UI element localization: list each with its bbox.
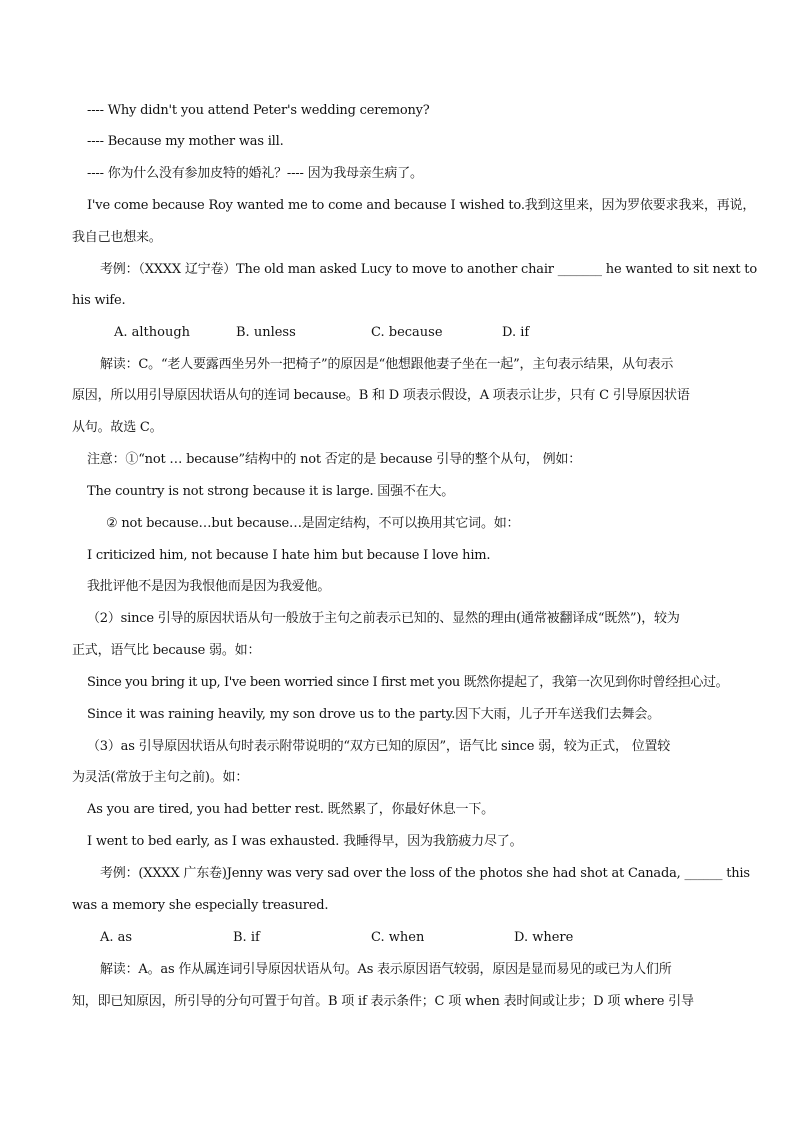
text-line: As you are tired, you had better rest. 既然累了，你最好休息一下。 [87,802,494,817]
note-line: ② not because…but because…是固定结构，不可以换用其它词。如： [106,516,520,531]
option-a: A. as [100,930,133,945]
option-c: C. because [371,325,443,340]
text-line: ---- Why didn't you attend Peter's wedding ceremony? [87,103,430,118]
text-line: was a memory she especially treasured. [72,898,329,913]
text-line: 我批评他不是因为我恨他而是因为我爱他。 [87,579,331,594]
option-b: B. unless [236,325,296,340]
text-line: The country is not strong because it is large. 国强不在大。 [87,484,455,499]
text-line: 我自己也想来。 [72,230,162,245]
text-line: Since you bring it up, I've been worried since I first met you 既然你提起了，我第一次见到你时曾经担心过。 [87,675,729,690]
option-c: C. when [371,930,425,945]
example-question: 考例：（XXXX 辽宁卷）The old man asked Lucy to move to another chair _______ he wanted to sit next to [100,262,757,277]
text-line: 知，即已知原因，所引导的分句可置于句首。B 项 if 表示条件；C 项 when 表时间或让步；D 项 where 引导 [72,994,694,1009]
text-line: ---- Because my mother was ill. [87,134,284,149]
answer-explanation: 解读：C。“老人要露西坐另外一把椅子”的原因是“他想跟他妻子坐在一起”，主句表示结果，从句表示 [100,357,674,372]
option-d: D. where [514,930,574,945]
section-heading: （3）as 引导原因状语从句时表示附带说明的“双方已知的原因”，语气比 since 弱，较为正式， 位置较 [87,739,671,754]
option-d: D. if [502,325,530,340]
text-line: 从句。故选 C。 [72,420,163,435]
text-line: 正式，语气比 because 弱。如： [72,643,261,658]
answer-explanation: 解读：A。as 作从属连词引导原因状语从句。As 表示原因语气较弱，原因是显而易见的或已为人们所 [100,962,672,977]
text-line: I criticized him, not because I hate him but because I love him. [87,548,491,563]
option-b: B. if [233,930,260,945]
section-heading: （2）since 引导的原因状语从句一般放于主句之前表示已知的、显然的理由(通常被翻译成“既然”)，较为 [87,611,680,626]
text-line: ---- 你为什么没有参加皮特的婚礼？---- 因为我母亲生病了。 [87,166,423,181]
note-line: 注意：①“not … because”结构中的 not 否定的是 because 引导的整个从句， 例如： [87,452,582,467]
text-line: his wife. [72,293,126,308]
text-line: I've come because Roy wanted me to come and because I wished to.我到这里来，因为罗依要求我来，再说， [87,198,756,213]
option-a: A. although [114,325,191,340]
text-line: I went to bed early, as I was exhausted. 我睡得早，因为我筋疲力尽了。 [87,834,523,849]
text-line: 原因，所以用引导原因状语从句的连词 because。B 和 D 项表示假设，A 项表示让步，只有 C 引导原因状语 [72,388,690,403]
example-question: 考例：(XXXX 广东卷)Jenny was very sad over the loss of the photos she had shot at Canada, ______ this [100,866,750,881]
text-line: Since it was raining heavily, my son drove us to the party.因下大雨，儿子开车送我们去舞会。 [87,707,660,722]
text-line: 为灵活(常放于主句之前)。如： [72,770,249,785]
